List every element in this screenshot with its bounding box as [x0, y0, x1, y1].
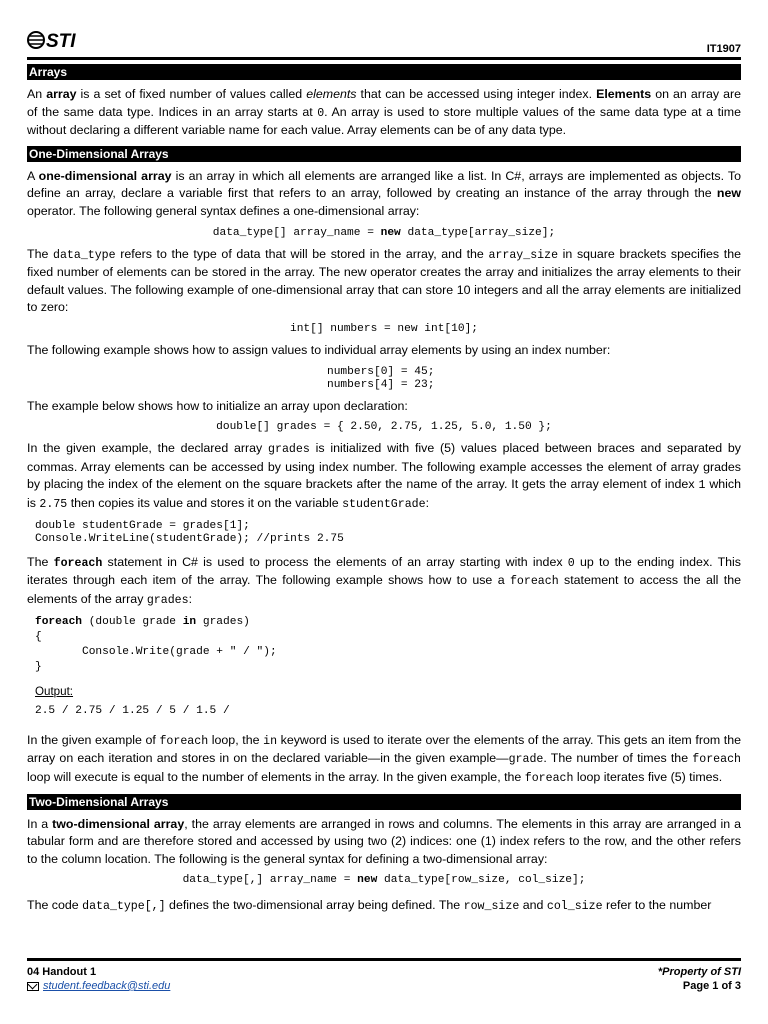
- paragraph-grades-explained: In the given example, the declared array grades is initialized with five (5) values placed between braces and separated by commas. Array elements can be accessed by using index number. The following example accesses the element of array grades by placing the index of the element on the square brackets after the name of the array. It gets the array element of index 1 which is 2.75 then copies its value and stores it on the variable studentGrade:: [27, 441, 741, 511]
- code-assign-values: numbers[0] = 45; numbers[4] = 23;: [327, 365, 435, 391]
- paragraph-assign-values: The following example shows how to assign values to individual array elements by using an index number:: [27, 342, 611, 357]
- code-foreach-loop: foreach (double grade in grades) { Console.Write(grade + " / "); }: [35, 616, 277, 674]
- property-notice: *Property of STI: [657, 966, 741, 978]
- header-rule: [27, 57, 741, 60]
- document-code: IT1907: [706, 43, 741, 55]
- mail-icon: [27, 982, 39, 991]
- document-page: [27, 0, 741, 1024]
- handout-label: 04 Handout 1: [27, 966, 97, 978]
- code-initialize-grades: double[] grades = { 2.50, 2.75, 1.25, 5.0, 1.50 };: [216, 421, 552, 434]
- section-heading-arrays: Arrays: [27, 64, 741, 80]
- page-footer: [27, 958, 741, 998]
- output-label: Output:: [35, 685, 74, 699]
- code-syntax-two-dim: data_type[,] array_name = new data_type[row_size, col_size];: [182, 874, 586, 887]
- page-header: [27, 27, 741, 57]
- document-body: [27, 64, 741, 922]
- paragraph-two-dim-definition: In a two-dimensional array, the array elements are arranged in rows and columns. The elements in this array are arranged in a tabular form and are therefore stored and accessed by using two (2) indices: one (1) index refers to the row, and the other refers to the column location. The following is the general syntax for defining a two-dimensional array:: [27, 816, 741, 866]
- paragraph-initialize: The example below shows how to initialize an array upon declaration:: [27, 398, 408, 413]
- code-syntax-one-dim: data_type[] array_name = new data_type[array_size];: [212, 226, 556, 239]
- paragraph-arrays-intro: An array is a set of fixed number of values called elements that can be accessed using integer index. Elements on an array are of the same data type. Indices in an array starts at 0. An array is used to store multiple values of the same data type at a time without declaring a different variable name for each value. Array elements can be of any data type.: [27, 87, 741, 138]
- code-output: 2.5 / 2.75 / 1.25 / 5 / 1.5 /: [35, 704, 230, 717]
- code-int-array: int[] numbers = new int[10];: [290, 322, 478, 335]
- section-heading-two-dimensional: Two-Dimensional Arrays: [27, 794, 741, 810]
- paragraph-foreach-explained: In the given example of foreach loop, the in keyword is used to iterate over the elements of the array. This gets an item from the array on each iteration and stores in on the declared variable—in the given example—grade. The number of times the foreach loop will execute is equal to the number of elements in the array. In the given example, the foreach loop iterates five (5) times.: [27, 732, 742, 786]
- code-student-grade: double studentGrade = grades[1]; Console.WriteLine(studentGrade); //prints 2.75: [35, 519, 344, 545]
- paragraph-data-type: The data_type refers to the type of data that will be stored in the array, and the array_size in square brackets specifies the fixed number of elements can be stored in the array. The new operator creates the array and initializes the array elements to their default values. The following example of one-dimensional array that can store 10 integers and all the array elements are initialized to zero:: [27, 246, 741, 315]
- feedback-email-link[interactable]: student.feedback@sti.edu: [27, 980, 170, 992]
- logo-text: STI: [46, 31, 76, 51]
- paragraph-foreach-intro: The foreach statement in C# is used to process the elements of an array starting with index 0 up to the ending index. This iterates through each item of the array. The following example shows how to use a foreach statement to access the all the elements of the array grades:: [27, 554, 742, 607]
- page-number: Page 1 of 3: [682, 980, 741, 992]
- section-heading-one-dimensional: One-Dimensional Arrays: [27, 146, 741, 162]
- paragraph-one-dim-definition: A one-dimensional array is an array in which all elements are arranged like a list. In C#, arrays are implemented as objects. To define an array, declare a variable first that refers to an array, followed by creating an instance of the array through the new operator. The following general syntax defines a one-dimensional array:: [27, 168, 741, 218]
- sti-logo: [27, 29, 87, 51]
- paragraph-two-dim-explained: The code data_type[,] defines the two-dimensional array being defined. The row_size and col_size refer to the number: [27, 898, 712, 914]
